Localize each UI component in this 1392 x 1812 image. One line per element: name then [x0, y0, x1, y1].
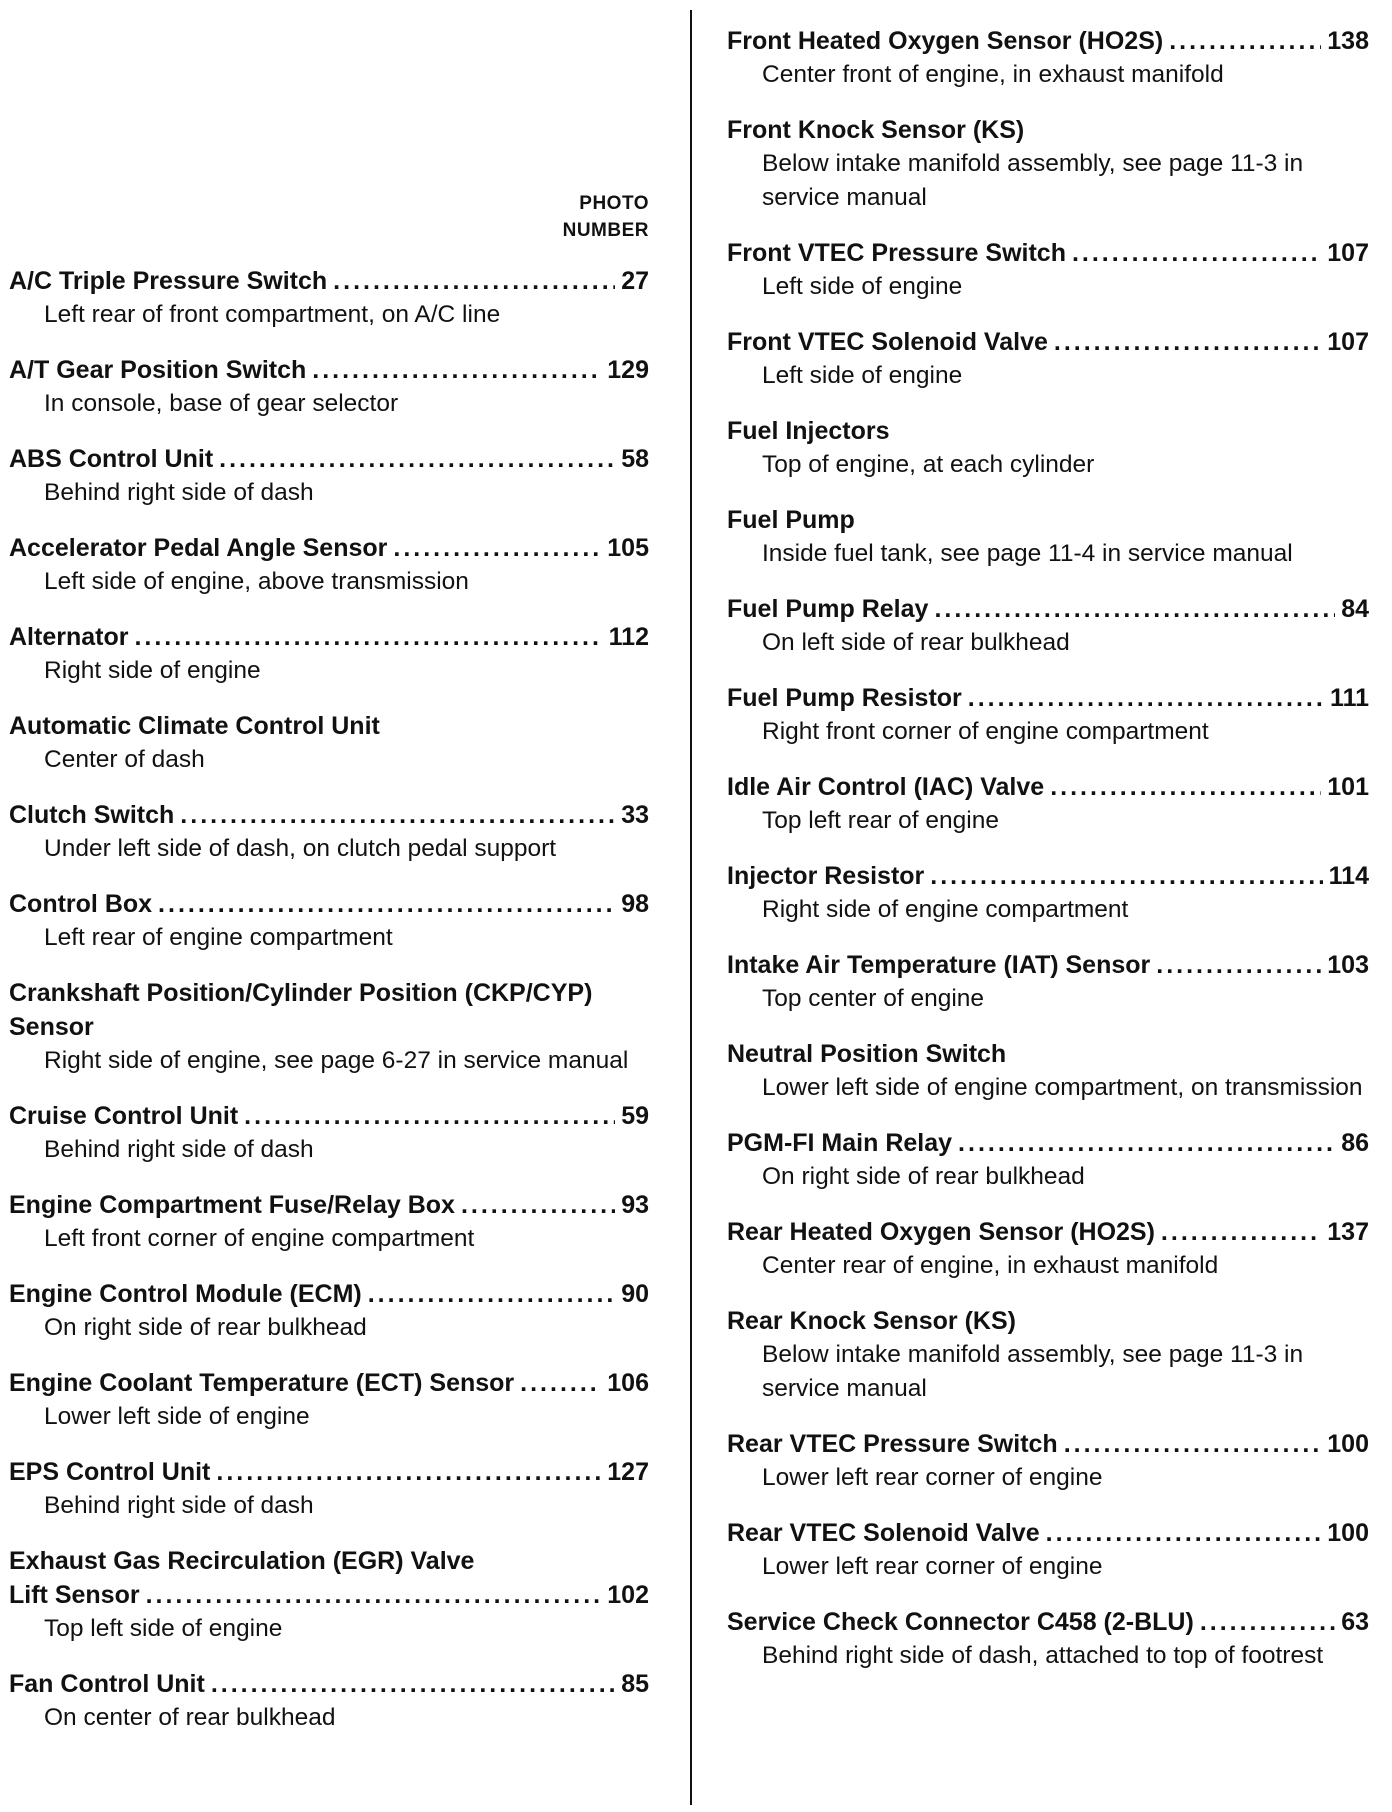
component-name: Intake Air Temperature (IAT) Sensor	[727, 951, 1151, 979]
component-location: Behind right side of dash	[44, 479, 314, 506]
dot-leader	[244, 1099, 615, 1133]
component-title-row	[9, 976, 649, 1044]
component-name: A/T Gear Position Switch	[9, 356, 307, 384]
component-title-row	[9, 887, 649, 921]
photo-number: 90	[621, 1280, 649, 1308]
component-name: Fuel Pump Resistor	[727, 684, 962, 712]
component-title-row	[9, 442, 649, 476]
photo-number: 27	[621, 267, 649, 295]
component-location: Below intake manifold assembly, see page 11-3 in service manual	[762, 150, 1304, 211]
component-entry	[727, 1516, 1369, 1584]
component-name: Control Box	[9, 890, 153, 918]
component-title-row	[9, 1277, 649, 1311]
component-location: Left side of engine	[762, 362, 963, 389]
dot-leader	[461, 1188, 615, 1222]
photo-header-line-1: PHOTO	[579, 193, 649, 214]
component-name: Idle Air Control (IAC) Valve	[727, 773, 1045, 801]
component-name: Accelerator Pedal Angle Sensor	[9, 534, 388, 562]
component-entry	[727, 503, 1369, 571]
component-entry	[727, 681, 1369, 749]
component-entry	[727, 592, 1369, 660]
component-name: Rear Knock Sensor (KS)	[727, 1307, 1016, 1335]
component-entry	[9, 1366, 649, 1434]
component-location: In console, base of gear selector	[44, 390, 399, 417]
dot-leader	[158, 887, 615, 921]
component-name: Front VTEC Solenoid Valve	[727, 328, 1048, 356]
component-title-row	[727, 113, 1369, 147]
component-name: Engine Compartment Fuse/Relay Box	[9, 1191, 455, 1219]
component-entry	[727, 1126, 1369, 1194]
column-divider	[690, 10, 692, 1805]
dot-leader	[1046, 1516, 1322, 1550]
component-location: Lower left side of engine compartment, on transmission	[762, 1074, 1363, 1101]
dot-leader	[934, 592, 1335, 626]
dot-leader	[312, 353, 601, 387]
component-title-row	[9, 798, 649, 832]
dot-leader	[180, 798, 615, 832]
dot-leader	[1156, 948, 1321, 982]
component-location: Lower left side of engine	[44, 1403, 310, 1430]
component-location: Center front of engine, in exhaust manifold	[762, 61, 1224, 88]
component-entry	[9, 620, 649, 688]
component-name: ABS Control Unit	[9, 445, 214, 473]
component-entry	[9, 1544, 649, 1646]
component-name: EPS Control Unit	[9, 1458, 211, 1486]
dot-leader	[211, 1667, 615, 1701]
component-location: Top left side of engine	[44, 1615, 283, 1642]
component-location: Behind right side of dash, attached to top of footrest	[762, 1642, 1324, 1669]
component-name: Neutral Position Switch	[727, 1040, 1007, 1068]
dot-leader	[1072, 236, 1321, 270]
component-location: Top left rear of engine	[762, 807, 999, 834]
component-name: Clutch Switch	[9, 801, 175, 829]
component-location: Under left side of dash, on clutch pedal support	[44, 835, 557, 862]
component-title-row	[727, 770, 1369, 804]
component-entry	[727, 859, 1369, 927]
photo-number: 106	[607, 1369, 649, 1397]
photo-number: 114	[1328, 862, 1369, 890]
component-location: Behind right side of dash	[44, 1492, 314, 1519]
component-location: Top of engine, at each cylinder	[762, 451, 1095, 478]
photo-number: 105	[607, 534, 649, 562]
photo-number: 138	[1327, 27, 1369, 55]
component-entry	[9, 264, 649, 332]
component-location: Left rear of front compartment, on A/C line	[44, 301, 501, 328]
component-title-row	[727, 325, 1369, 359]
photo-number: 107	[1327, 239, 1369, 267]
dot-leader	[134, 620, 602, 654]
photo-number: 129	[607, 356, 649, 384]
component-title-row	[727, 414, 1369, 448]
photo-number: 84	[1341, 595, 1369, 623]
component-entry	[9, 1667, 649, 1735]
component-name: Fuel Pump	[727, 506, 855, 534]
component-title-row	[9, 1667, 649, 1701]
component-name-line-1: Exhaust Gas Recirculation (EGR) Valve	[9, 1547, 475, 1575]
dot-leader	[958, 1126, 1335, 1160]
component-location: Left side of engine, above transmission	[44, 568, 469, 595]
component-entry	[9, 887, 649, 955]
dot-leader	[1050, 770, 1321, 804]
component-name: Fuel Injectors	[727, 417, 890, 445]
photo-number: 93	[621, 1191, 649, 1219]
component-name: Service Check Connector C458 (2-BLU)	[727, 1608, 1194, 1636]
component-location: Lower left rear corner of engine	[762, 1464, 1103, 1491]
photo-number: 98	[621, 890, 649, 918]
photo-number: 86	[1341, 1129, 1369, 1157]
component-entry	[9, 1188, 649, 1256]
component-location: Center rear of engine, in exhaust manifold	[762, 1252, 1219, 1279]
component-location: Below intake manifold assembly, see page 11-3 in service manual	[762, 1341, 1304, 1402]
component-name: Rear VTEC Pressure Switch	[727, 1430, 1058, 1458]
photo-number: 107	[1327, 328, 1369, 356]
component-name: Rear Heated Oxygen Sensor (HO2S)	[727, 1218, 1155, 1246]
component-entry	[727, 1215, 1369, 1283]
component-location: Left front corner of engine compartment	[44, 1225, 475, 1252]
component-title-row	[9, 709, 649, 743]
component-name: Front Heated Oxygen Sensor (HO2S)	[727, 27, 1164, 55]
component-name: Front VTEC Pressure Switch	[727, 239, 1066, 267]
component-entry	[727, 1037, 1369, 1105]
component-title-row	[727, 1516, 1369, 1550]
component-title-row	[727, 236, 1369, 270]
component-title-row	[9, 353, 649, 387]
component-location: On right side of rear bulkhead	[762, 1163, 1085, 1190]
photo-number: 127	[607, 1458, 649, 1486]
photo-number: 63	[1341, 1608, 1369, 1636]
component-title-row	[9, 1099, 649, 1133]
component-entry	[727, 414, 1369, 482]
component-name: Engine Coolant Temperature (ECT) Sensor	[9, 1369, 515, 1397]
component-location: Right side of engine compartment	[762, 896, 1129, 923]
component-name: PGM-FI Main Relay	[727, 1129, 953, 1157]
component-location: Right side of engine	[44, 657, 261, 684]
component-title-row	[727, 1427, 1369, 1461]
component-title-row	[727, 24, 1369, 58]
component-name: Crankshaft Position/Cylinder Position (CKP/CYP) Sensor	[9, 979, 593, 1041]
photo-header-line-2: NUMBER	[562, 220, 649, 241]
photo-number: 33	[621, 801, 649, 829]
dot-leader	[146, 1578, 602, 1612]
component-entry	[727, 1304, 1369, 1406]
component-location: Center of dash	[44, 746, 205, 773]
component-title-row	[727, 1605, 1369, 1639]
photo-number: 102	[607, 1581, 649, 1609]
component-title-row	[727, 948, 1369, 982]
component-location: Right side of engine, see page 6-27 in service manual	[44, 1047, 629, 1074]
dot-leader	[219, 442, 615, 476]
photo-number: 112	[608, 623, 649, 651]
component-name: Rear VTEC Solenoid Valve	[727, 1519, 1040, 1547]
dot-leader	[930, 859, 1322, 893]
photo-number: 59	[621, 1102, 649, 1130]
dot-leader	[1054, 325, 1321, 359]
component-title-row	[727, 859, 1369, 893]
component-title-row	[9, 264, 649, 298]
left-entry-list	[9, 264, 649, 1756]
photo-number: 103	[1327, 951, 1369, 979]
component-name: Injector Resistor	[727, 862, 925, 890]
component-name: Automatic Climate Control Unit	[9, 712, 380, 740]
component-entry	[727, 325, 1369, 393]
component-entry	[9, 1099, 649, 1167]
component-name: Fan Control Unit	[9, 1670, 205, 1698]
component-title-row	[9, 531, 649, 565]
component-title-row	[727, 592, 1369, 626]
component-location: On right side of rear bulkhead	[44, 1314, 367, 1341]
dot-leader	[1169, 24, 1321, 58]
component-location: Inside fuel tank, see page 11-4 in service manual	[762, 540, 1293, 567]
component-name: A/C Triple Pressure Switch	[9, 267, 328, 295]
component-title-row	[727, 1037, 1369, 1071]
component-location: On center of rear bulkhead	[44, 1704, 336, 1731]
component-location: Left side of engine	[762, 273, 963, 300]
component-name: Fuel Pump Relay	[727, 595, 929, 623]
photo-number-header	[563, 190, 649, 244]
component-entry	[9, 1455, 649, 1523]
component-title-row	[727, 1126, 1369, 1160]
component-title-row	[727, 1215, 1369, 1249]
component-title-row	[9, 1366, 649, 1400]
component-location: Left rear of engine compartment	[44, 924, 393, 951]
photo-number: 101	[1327, 773, 1369, 801]
photo-number: 111	[1330, 684, 1369, 712]
component-entry	[727, 24, 1369, 92]
dot-leader	[216, 1455, 601, 1489]
component-entry	[9, 442, 649, 510]
component-title-row	[727, 503, 1369, 537]
dot-leader	[968, 681, 1324, 715]
component-entry	[727, 236, 1369, 304]
component-title-row	[9, 1188, 649, 1222]
photo-number: 137	[1327, 1218, 1369, 1246]
component-entry	[727, 1427, 1369, 1495]
component-entry	[9, 798, 649, 866]
component-entry	[9, 1277, 649, 1345]
component-title-row	[727, 1304, 1369, 1338]
photo-number: 85	[621, 1670, 649, 1698]
component-location: Lower left rear corner of engine	[762, 1553, 1103, 1580]
component-entry	[727, 948, 1369, 1016]
component-title-row	[727, 681, 1369, 715]
component-entry	[727, 1605, 1369, 1673]
component-location: Behind right side of dash	[44, 1136, 314, 1163]
component-entry	[9, 976, 649, 1078]
component-name: Alternator	[9, 623, 129, 651]
component-title-row	[9, 620, 649, 654]
dot-leader	[1200, 1605, 1335, 1639]
component-entry	[9, 531, 649, 599]
dot-leader	[1064, 1427, 1322, 1461]
component-entry	[727, 113, 1369, 215]
photo-number: 100	[1327, 1430, 1369, 1458]
dot-leader	[1161, 1215, 1321, 1249]
component-name: Cruise Control Unit	[9, 1102, 239, 1130]
component-name: Lift Sensor	[9, 1581, 140, 1609]
photo-number: 58	[621, 445, 649, 473]
dot-leader	[393, 531, 601, 565]
component-entry	[9, 353, 649, 421]
dot-leader	[520, 1366, 601, 1400]
component-name: Front Knock Sensor (KS)	[727, 116, 1025, 144]
component-title-row	[9, 1578, 649, 1612]
component-location: On left side of rear bulkhead	[762, 629, 1070, 656]
component-title-row	[9, 1455, 649, 1489]
component-entry	[727, 770, 1369, 838]
component-location: Top center of engine	[762, 985, 985, 1012]
component-location: Right front corner of engine compartment	[762, 718, 1209, 745]
dot-leader	[368, 1277, 615, 1311]
photo-number: 100	[1327, 1519, 1369, 1547]
dot-leader	[333, 264, 615, 298]
component-name: Engine Control Module (ECM)	[9, 1280, 362, 1308]
component-entry	[9, 709, 649, 777]
right-entry-list	[727, 24, 1369, 1694]
